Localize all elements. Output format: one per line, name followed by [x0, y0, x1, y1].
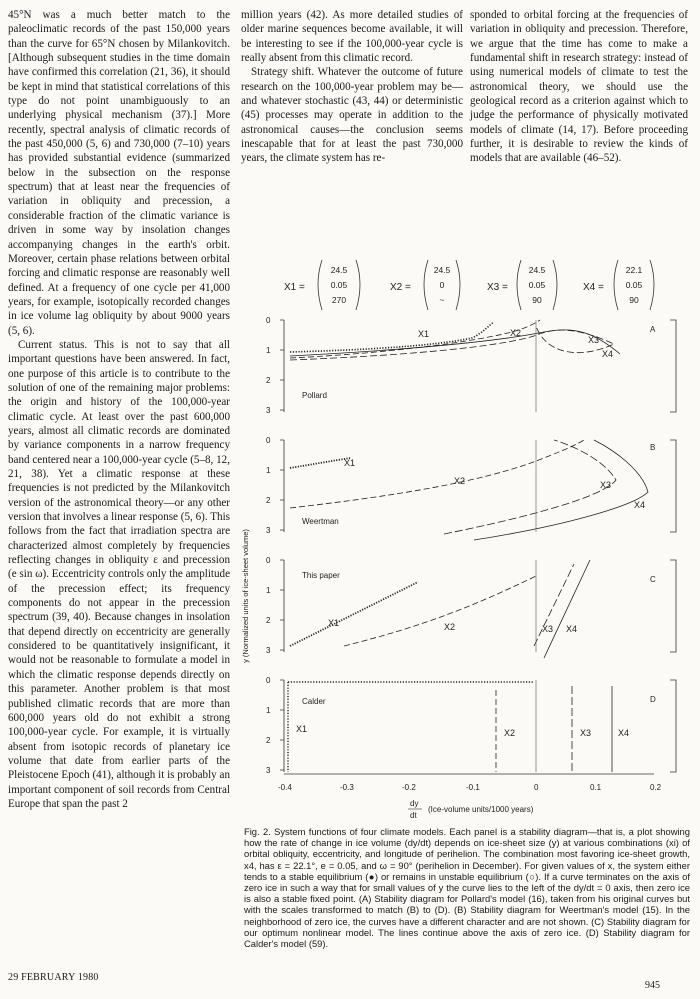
text-column-3 [470, 8, 688, 166]
param-obliquity: 24.5 [330, 265, 348, 275]
param-label: X1 = [284, 282, 305, 293]
y-tick: 1 [266, 346, 271, 355]
param-label: X3 = [487, 282, 508, 293]
x-axis-label-denominator: dt [410, 811, 417, 820]
panel-model-name: Weertman [302, 517, 339, 526]
curve-label: X1 [344, 458, 356, 468]
y-tick: 0 [266, 316, 271, 325]
issue-date: 29 FEBRUARY 1980 [8, 972, 99, 983]
panel-model-name: Calder [302, 697, 326, 706]
param-x2 [390, 260, 460, 310]
panel-letter: A [650, 325, 656, 334]
y-tick: 3 [266, 406, 271, 415]
y-tick: 0 [266, 676, 271, 685]
param-perihelion: 90 [629, 295, 639, 305]
y-tick: 3 [266, 766, 271, 775]
page-number: 945 [645, 980, 660, 991]
panel-model-name: This paper [302, 571, 340, 580]
curve-label: X3 [588, 335, 600, 345]
param-perihelion: ~ [439, 295, 445, 305]
figure-caption: Fig. 2. System functions of four climate models. Each panel is a stability diagram—that is, a plot showing how the rate of change in ice volume (dy/dt) depends on ice-sheet size (y) at various combinations (xi) of orbital obliquity, eccentricity, and longitude of perihelion. The combination most favoring ice-sheet growth, x4, has ε = 22.1°, e = 0.05, and ω = 90° (perihelion in December). For given values of x, the system either tends to a stable equilibrium (●) or remains in unstable equilibrium (○). If a curve terminates on the axis of zero ice in such a way that for small values of y the curve lies to the left of the dy/dt = 0 axis, then zero ice is also a stable fixed point. (A) Stability diagram for Pollard's model (16), taken from his original curves but with the scales transformed to match (B) to (D). (B) Stability diagram for Weertman's model (15). In the neighborhood of zero ice, the curves have a different character and are not shown. (C) Stability diagram for our optimum nonlinear model. The lines continue above the axis of zero ice. (D) Stability diagram for Calder's model (59). [244, 826, 690, 950]
y-tick: 2 [266, 376, 271, 385]
panel-b [266, 436, 676, 540]
param-x1 [284, 260, 360, 310]
x-axis-label-numerator: dy [410, 799, 419, 808]
paragraph: sponded to orbital forcing at the frequencies of variation in obliquity and precession. Therefore, we argue that the time has come to make a fundamental shift in research strategy: instead of using numerical models of climate to test the astronomical theory, we should use the geological record as a criterion against which to judge the performance of physically motivated models of climate (14, 17). Before proceeding further, it is desirable to review the kinds of models that are available (46–52). [470, 9, 688, 165]
panel-c [266, 556, 676, 658]
y-tick: 3 [266, 526, 271, 535]
param-obliquity: 24.5 [433, 265, 451, 275]
x-tick: 0.1 [590, 783, 602, 792]
y-tick: 1 [266, 706, 271, 715]
x-tick: -0.2 [402, 783, 416, 792]
x-tick: -0.4 [278, 783, 292, 792]
param-eccentricity: 0 [439, 280, 445, 290]
curve-label: X3 [580, 728, 592, 738]
param-perihelion: 270 [331, 295, 347, 305]
text-column-1 [8, 8, 230, 811]
y-tick: 1 [266, 466, 271, 475]
param-obliquity: 24.5 [528, 265, 546, 275]
param-x4 [583, 260, 654, 310]
stability-diagram [241, 246, 690, 826]
curve-label: X3 [600, 480, 612, 490]
panel-letter: D [650, 695, 656, 704]
x-tick: 0.2 [650, 783, 662, 792]
x-tick: -0.3 [340, 783, 354, 792]
param-eccentricity: 0.05 [528, 280, 546, 290]
curve-label: X4 [618, 728, 630, 738]
panel-letter: C [650, 575, 656, 584]
paragraph: 45°N was a much better match to the paleoclimatic records of the past 150,000 years than the curve for 65°N chosen by Milankovitch. [Although subsequent studies in the time domain have confirmed this correlation (21, 36), it should be kept in mind that statistical correlations of this type do not point unambiguously to an underlying physical mechanism (37).] More recently, spectral analysis of climatic records of the past 450,000 (5, 6) and 730,000 (7–10) years has provided substantial evidence (summarized below in the subsection on the response spectrum) that at least near the frequencies of variation in obliquity and precession, a considerable fraction of the climatic variance is driven in some way by insolation changes accompanying changes in the earth's orbit. Moreover, certain phase relations between orbital forcing and climatic response are reasonably well defined. At a frequency of one cycle per 41,000 years, for example, isotopically recorded changes in ice volume lag obliquity by about 9000 years (5, 6). [8, 9, 230, 337]
y-axis-label: y (Normalized units of ice-sheet volume) [241, 529, 250, 663]
paragraph: Current status. This is not to say that all important questions have been answered. In fact, one purpose of this article is to contribute to the solution of one of the remaining major problems: the origin and history of the 100,000-year climatic cycle. At least over the past 600,000 years, almost all climatic records are dominated by variance components in a narrow frequency band centered near a 100,000-year cycle (5–8, 12, 21, 38). Yet a climatic response at these frequencies is not predicted by the Milankovitch version of the astronomical theory—or any other version that involves a linear response (5, 6). This follows from the fact that irradiation spectra are characterized almost completely by frequencies reflecting changes in obliquity ε and precession (e sin ω). Eccentricity controls only the amplitude of the precession effect; its frequency components do not appear in the precession spectrum (39, 40). Because changes in insolation that depend directly on eccentricity are generally considered to be quantitatively insignificant, it would not be reasonable to formulate a model in which the climatic response depends directly on this parameter. Another problem is that most published climatic records that are more than 600,000 years old do not exhibit a strong 100,000-year cycle. For example, it is virtually absent from isotopic records of planetary ice volume that date from earlier parts of the Pleistocene Epoch (41), although it is probably an important component of soil records from Central Europe that span the past 2 [8, 338, 230, 810]
curve-label: X1 [328, 618, 340, 628]
x-tick: 0 [534, 783, 539, 792]
param-label: X4 = [583, 282, 604, 293]
curve-label: X2 [504, 728, 516, 738]
curve-label: X2 [454, 476, 466, 486]
panel-letter: B [650, 443, 656, 452]
param-obliquity: 22.1 [625, 265, 643, 275]
panel-a [266, 316, 676, 415]
panel-model-name: Pollard [302, 391, 327, 400]
curve-label: X1 [418, 329, 430, 339]
param-eccentricity: 0.05 [625, 280, 643, 290]
curve-label: X1 [296, 724, 308, 734]
param-eccentricity: 0.05 [330, 280, 348, 290]
curve-label: X4 [566, 624, 578, 634]
param-perihelion: 90 [532, 295, 542, 305]
curve-label: X2 [510, 328, 522, 338]
y-tick: 3 [266, 646, 271, 655]
figure-2 [241, 246, 690, 826]
y-tick: 2 [266, 616, 271, 625]
x-axis-units: (Ice-volume units/1000 years) [428, 805, 534, 814]
panel-d [266, 676, 676, 775]
curve-label: X4 [634, 500, 646, 510]
paragraph: Strategy shift. Whatever the outcome of future research on the 100,000-year problem may be—and whatever stochastic (43, 44) or deterministic (45) processes may operate in addition to the astronomical causes—the conclusion seems inescapable that for at least the past 730,000 years, the climate system has re- [241, 66, 463, 165]
curve-label: X2 [444, 622, 456, 632]
curve-label: X3 [542, 624, 554, 634]
param-label: X2 = [390, 282, 411, 293]
y-tick: 2 [266, 736, 271, 745]
x-axis [278, 774, 662, 820]
paragraph: million years (42). As more detailed studies of older marine sequences become available, it will be interesting to see if the 100,000-year cycle is really absent from this climatic record. [241, 9, 463, 65]
x-tick: -0.1 [466, 783, 480, 792]
param-x3 [487, 260, 557, 310]
y-tick: 1 [266, 586, 271, 595]
y-tick: 0 [266, 436, 271, 445]
y-tick: 2 [266, 496, 271, 505]
text-column-2 [241, 8, 463, 166]
y-tick: 0 [266, 556, 271, 565]
curve-label: X4 [602, 349, 614, 359]
